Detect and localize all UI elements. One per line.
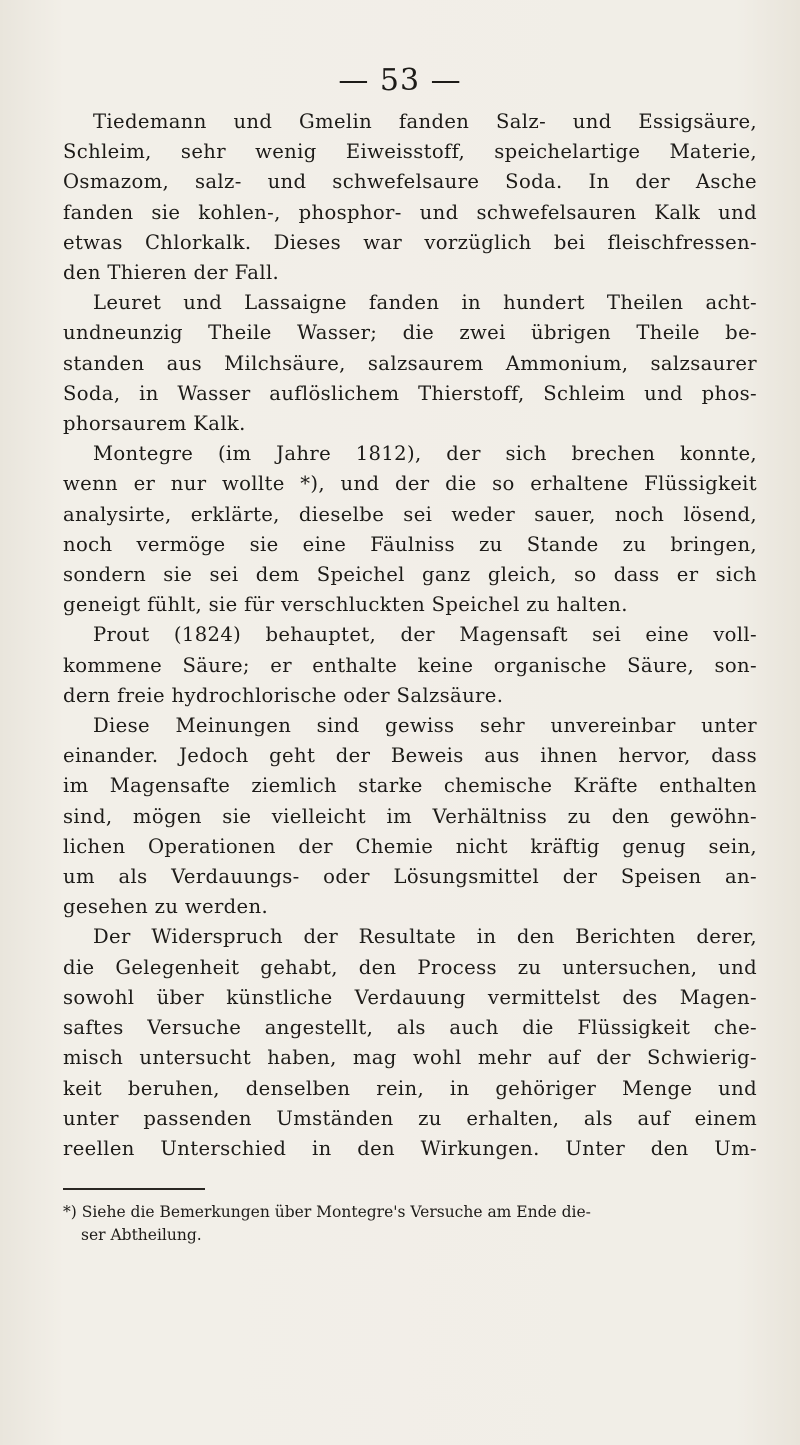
text-line: noch vermöge sie eine Fäulniss zu Stande zu bringen,: [63, 532, 757, 556]
text-line: etwas Chlorkalk. Dieses war vorzüglich bei fleischfressen-: [63, 230, 757, 254]
text-line: Soda, in Wasser auflöslichem Thierstoff, Schleim und phos-: [63, 381, 757, 405]
text-line: gesehen zu werden.: [63, 895, 269, 919]
footnote-line: *) Siehe die Bemerkungen über Montegre's Versuche am Ende die-: [63, 1203, 591, 1221]
text-line: reellen Unterschied in den Wirkungen. Unter den Um-: [63, 1136, 757, 1160]
text-line: Leuret und Lassaigne fanden in hundert Theilen acht-: [93, 291, 757, 315]
text-line: Der Widerspruch der Resultate in den Berichten derer,: [93, 925, 757, 949]
text-line: sind, mögen sie vielleicht im Verhältniss zu den gewöhn-: [63, 804, 757, 828]
text-line: undneunzig Theile Wasser; die zwei übrigen Theile be-: [63, 321, 757, 345]
text-line: sowohl über künstliche Verdauung vermittelst des Magen-: [63, 985, 757, 1009]
page-number: — 53 —: [338, 63, 462, 98]
footnote-divider: [63, 1188, 205, 1190]
footnote-line: ser Abtheilung.: [81, 1226, 202, 1244]
text-line: unter passenden Umständen zu erhalten, als auf einem: [63, 1106, 757, 1130]
footnote: [63, 1201, 663, 1247]
text-line: saftes Versuche angestellt, als auch die Flüssigkeit che-: [63, 1016, 757, 1040]
text-line: im Magensafte ziemlich starke chemische Kräfte enthalten: [63, 774, 757, 798]
text-line: analysirte, erklärte, dieselbe sei weder sauer, noch lösend,: [63, 502, 757, 526]
text-line: dern freie hydrochlorische oder Salzsäure.: [63, 683, 504, 707]
text-line: die Gelegenheit gehabt, den Process zu untersuchen, und: [63, 955, 757, 979]
text-line: Prout (1824) behauptet, der Magensaft sei eine voll-: [93, 623, 757, 647]
text-line: standen aus Milchsäure, salzsaurem Ammonium, salzsaurer: [63, 351, 757, 375]
text-line: Osmazom, salz- und schwefelsaure Soda. In der Asche: [63, 170, 757, 194]
text-line: geneigt fühlt, sie für verschluckten Speichel zu halten.: [63, 593, 628, 617]
text-line: Tiedemann und Gmelin fanden Salz- und Essigsäure,: [93, 110, 757, 133]
text-line: phorsaurem Kalk.: [63, 412, 246, 436]
body-text: [63, 107, 757, 1164]
text-line: den Thieren der Fall.: [63, 261, 280, 285]
text-line: um als Verdauungs- oder Lösungsmittel der Speisen an-: [63, 865, 757, 889]
text-line: Schleim, sehr wenig Eiweisstoff, speichelartige Materie,: [63, 140, 757, 164]
text-line: keit beruhen, denselben rein, in gehöriger Menge und: [63, 1076, 757, 1100]
text-line: sondern sie sei dem Speichel ganz gleich, so dass er sich: [63, 563, 757, 587]
text-line: fanden sie kohlen-, phosphor- und schwefelsauren Kalk und: [63, 200, 757, 224]
text-line: misch untersucht haben, mag wohl mehr auf der Schwierig-: [63, 1046, 757, 1070]
text-line: wenn er nur wollte *), und der die so erhaltene Flüssigkeit: [63, 472, 757, 496]
text-line: kommene Säure; er enthalte keine organische Säure, son-: [63, 653, 757, 677]
text-line: Montegre (im Jahre 1812), der sich brechen konnte,: [93, 442, 757, 466]
text-line: Diese Meinungen sind gewiss sehr unvereinbar unter: [93, 714, 757, 738]
text-line: einander. Jedoch geht der Beweis aus ihnen hervor, dass: [63, 744, 757, 768]
text-line: lichen Operationen der Chemie nicht kräftig genug sein,: [63, 834, 757, 858]
